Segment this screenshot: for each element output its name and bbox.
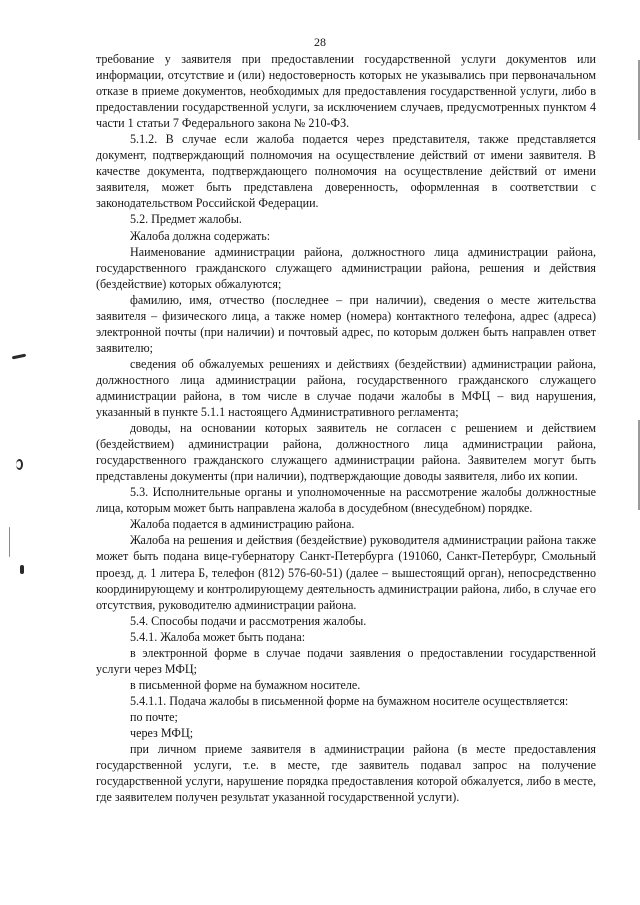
paragraph: Жалоба должна содержать:	[130, 228, 271, 243]
paragraph: 5.2. Предмет жалобы.	[130, 212, 242, 227]
page-number: 28	[314, 35, 326, 49]
scan-mark	[20, 565, 24, 574]
document-body	[96, 51, 596, 805]
paragraph: при личном приеме заявителя в администрации района (в месте предоставления государственной услуги, т.е. в месте, где заявитель подавал запрос на получение государственной услуги, нарушение порядка предоставления которой обжалуется, либо в месте, где заявителем получен результат указанной государственной услуги).	[96, 742, 596, 805]
paragraph: 5.4. Способы подачи и рассмотрения жалобы.	[130, 613, 367, 628]
paragraph: требование у заявителя при предоставлении государственной услуги документов или информации, отсутствие и (или) недостоверность которых не указывались при первоначальном отказе в приеме документов, необходимых для предоставления государственной услуги, либо в предоставлении государственной услуги, за исключением случаев, предусмотренных пунктом 4 части 1 статьи 7 Федерального закона № 210-ФЗ.	[96, 52, 596, 131]
paragraph: по почте;	[130, 709, 178, 724]
paragraph: 5.3. Исполнительные органы и уполномоченные на рассмотрение жалобы должностные лица, которым может быть направлена жалоба в досудебном (внесудебном) порядке.	[96, 485, 596, 516]
paragraph: сведения об обжалуемых решениях и действиях (бездействии) администрации района, должностного лица администрации района, государственного гражданского служащего администрации района, в том числе в случае подачи жалобы в МФЦ – вид нарушения, указанный в пункте 5.1.1 настоящего Административного регламента;	[96, 356, 596, 420]
paragraph: фамилию, имя, отчество (последнее – при наличии), сведения о месте жительства заявителя – физического лица, а также номер (номера) контактного телефона, адрес (адреса) электронной почты (при наличии) и почтовый адрес, по которым должен быть направлен ответ заявителю;	[96, 292, 596, 355]
paragraph: в электронной форме в случае подачи заявления о предоставлении государственной услуги через МФЦ;	[96, 645, 596, 676]
paragraph: в письменной форме на бумажном носителе.	[130, 677, 361, 692]
paragraph: 5.4.1. Жалоба может быть подана:	[130, 629, 306, 644]
paragraph: через МФЦ;	[130, 725, 194, 740]
scan-mark	[12, 354, 26, 360]
paragraph: 5.4.1.1. Подача жалобы в письменной форме на бумажном носителе осуществляется:	[130, 693, 569, 708]
paragraph: Жалоба подается в администрацию района.	[130, 517, 355, 532]
paragraph: Жалоба на решения и действия (бездействие) руководителя администрации района также может быть подана вице-губернатору Санкт-Петербурга (191060, Санкт-Петербург, Смольный проезд, д. 1 литера Б, телефон (812) 576-60-51) (далее – вышестоящий орган), непосредственно координирующему и контролирующему деятельность администрации района, либо, в случае его отсутствия, руководителю администрации района.	[96, 533, 596, 612]
paragraph: 5.1.2. В случае если жалоба подается через представителя, также представляется документ, подтверждающий полномочия на осуществление действий от имени заявителя. В качестве документа, подтверждающего полномочия на осуществление действий от имени заявителя, может быть представлена доверенность, оформленная в соответствии с законодательством Российской Федерации.	[96, 132, 596, 211]
paragraph: доводы, на основании которых заявитель не согласен с решением и действием (бездействием) администрации района, должностного лица администрации района, государственного гражданского служащего администрации района. Заявителем могут быть представлены документы (при наличии), подтверждающие доводы заявителя, либо их копии.	[96, 421, 596, 484]
scan-mark	[9, 527, 10, 557]
paragraph: Наименование администрации района, должностного лица администрации района, государственного гражданского служащего администрации района, решения и действия (бездействие) которых обжалуются;	[96, 244, 596, 291]
scan-mark	[16, 459, 23, 470]
